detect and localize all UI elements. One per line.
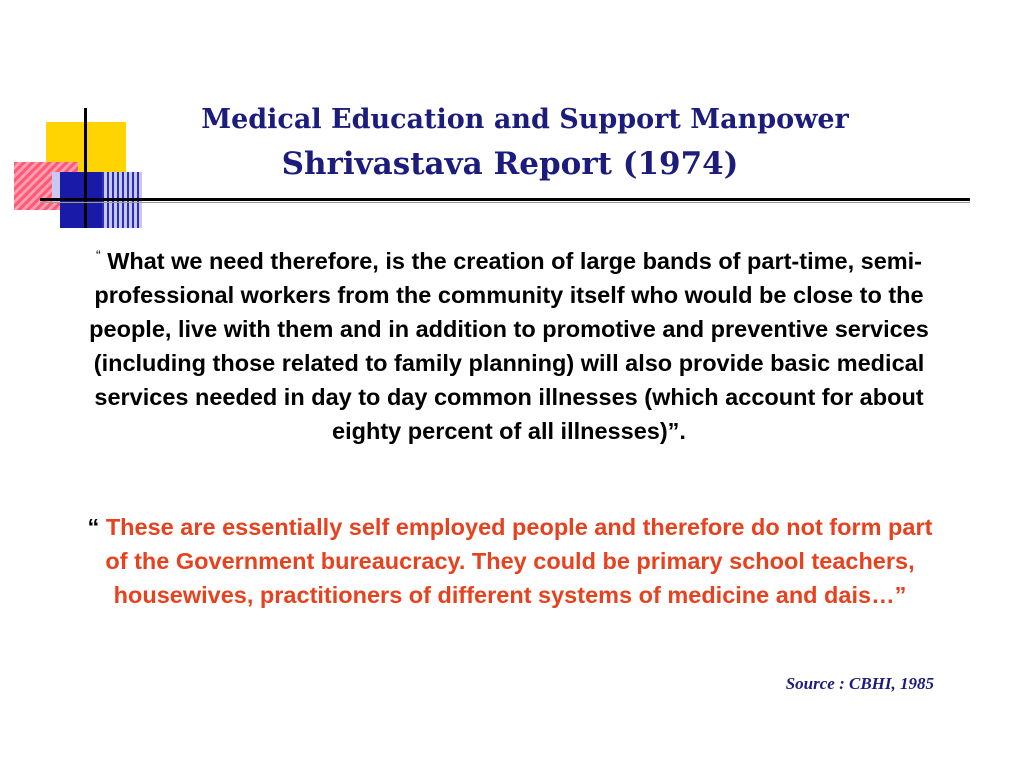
quote-2-text: These are essentially self employed people and therefore do not form part of the Government bureaucracy. They could be primary school teachers, housewives, practitioners of different systems of medicine and dais…” [105,514,933,608]
title-divider-line [40,198,970,201]
quote-paragraph-1 [84,238,934,448]
title-divider-shadow [40,202,970,203]
source-citation: Source : CBHI, 1985 [785,674,934,693]
quote-1-text: What we need therefore, is the creation of large bands of part-time, semi-professional workers from the community itself who would be close to the people, live with them and in addition to promotive and preventive services (including those related to family planning) will also provide basic medical services needed in day to day common illnesses (which account for about eighty percent of all illnesses)”. [89,247,929,444]
quote-paragraph-2 [80,510,940,612]
slide-title: Medical Education and Support Manpower [201,104,849,135]
slide-subtitle: Shrivastava Report (1974) [281,146,739,182]
logo-vertical-line [84,108,87,228]
open-quote-mark: “ [95,247,101,263]
open-quote-mark: “ [87,514,100,540]
